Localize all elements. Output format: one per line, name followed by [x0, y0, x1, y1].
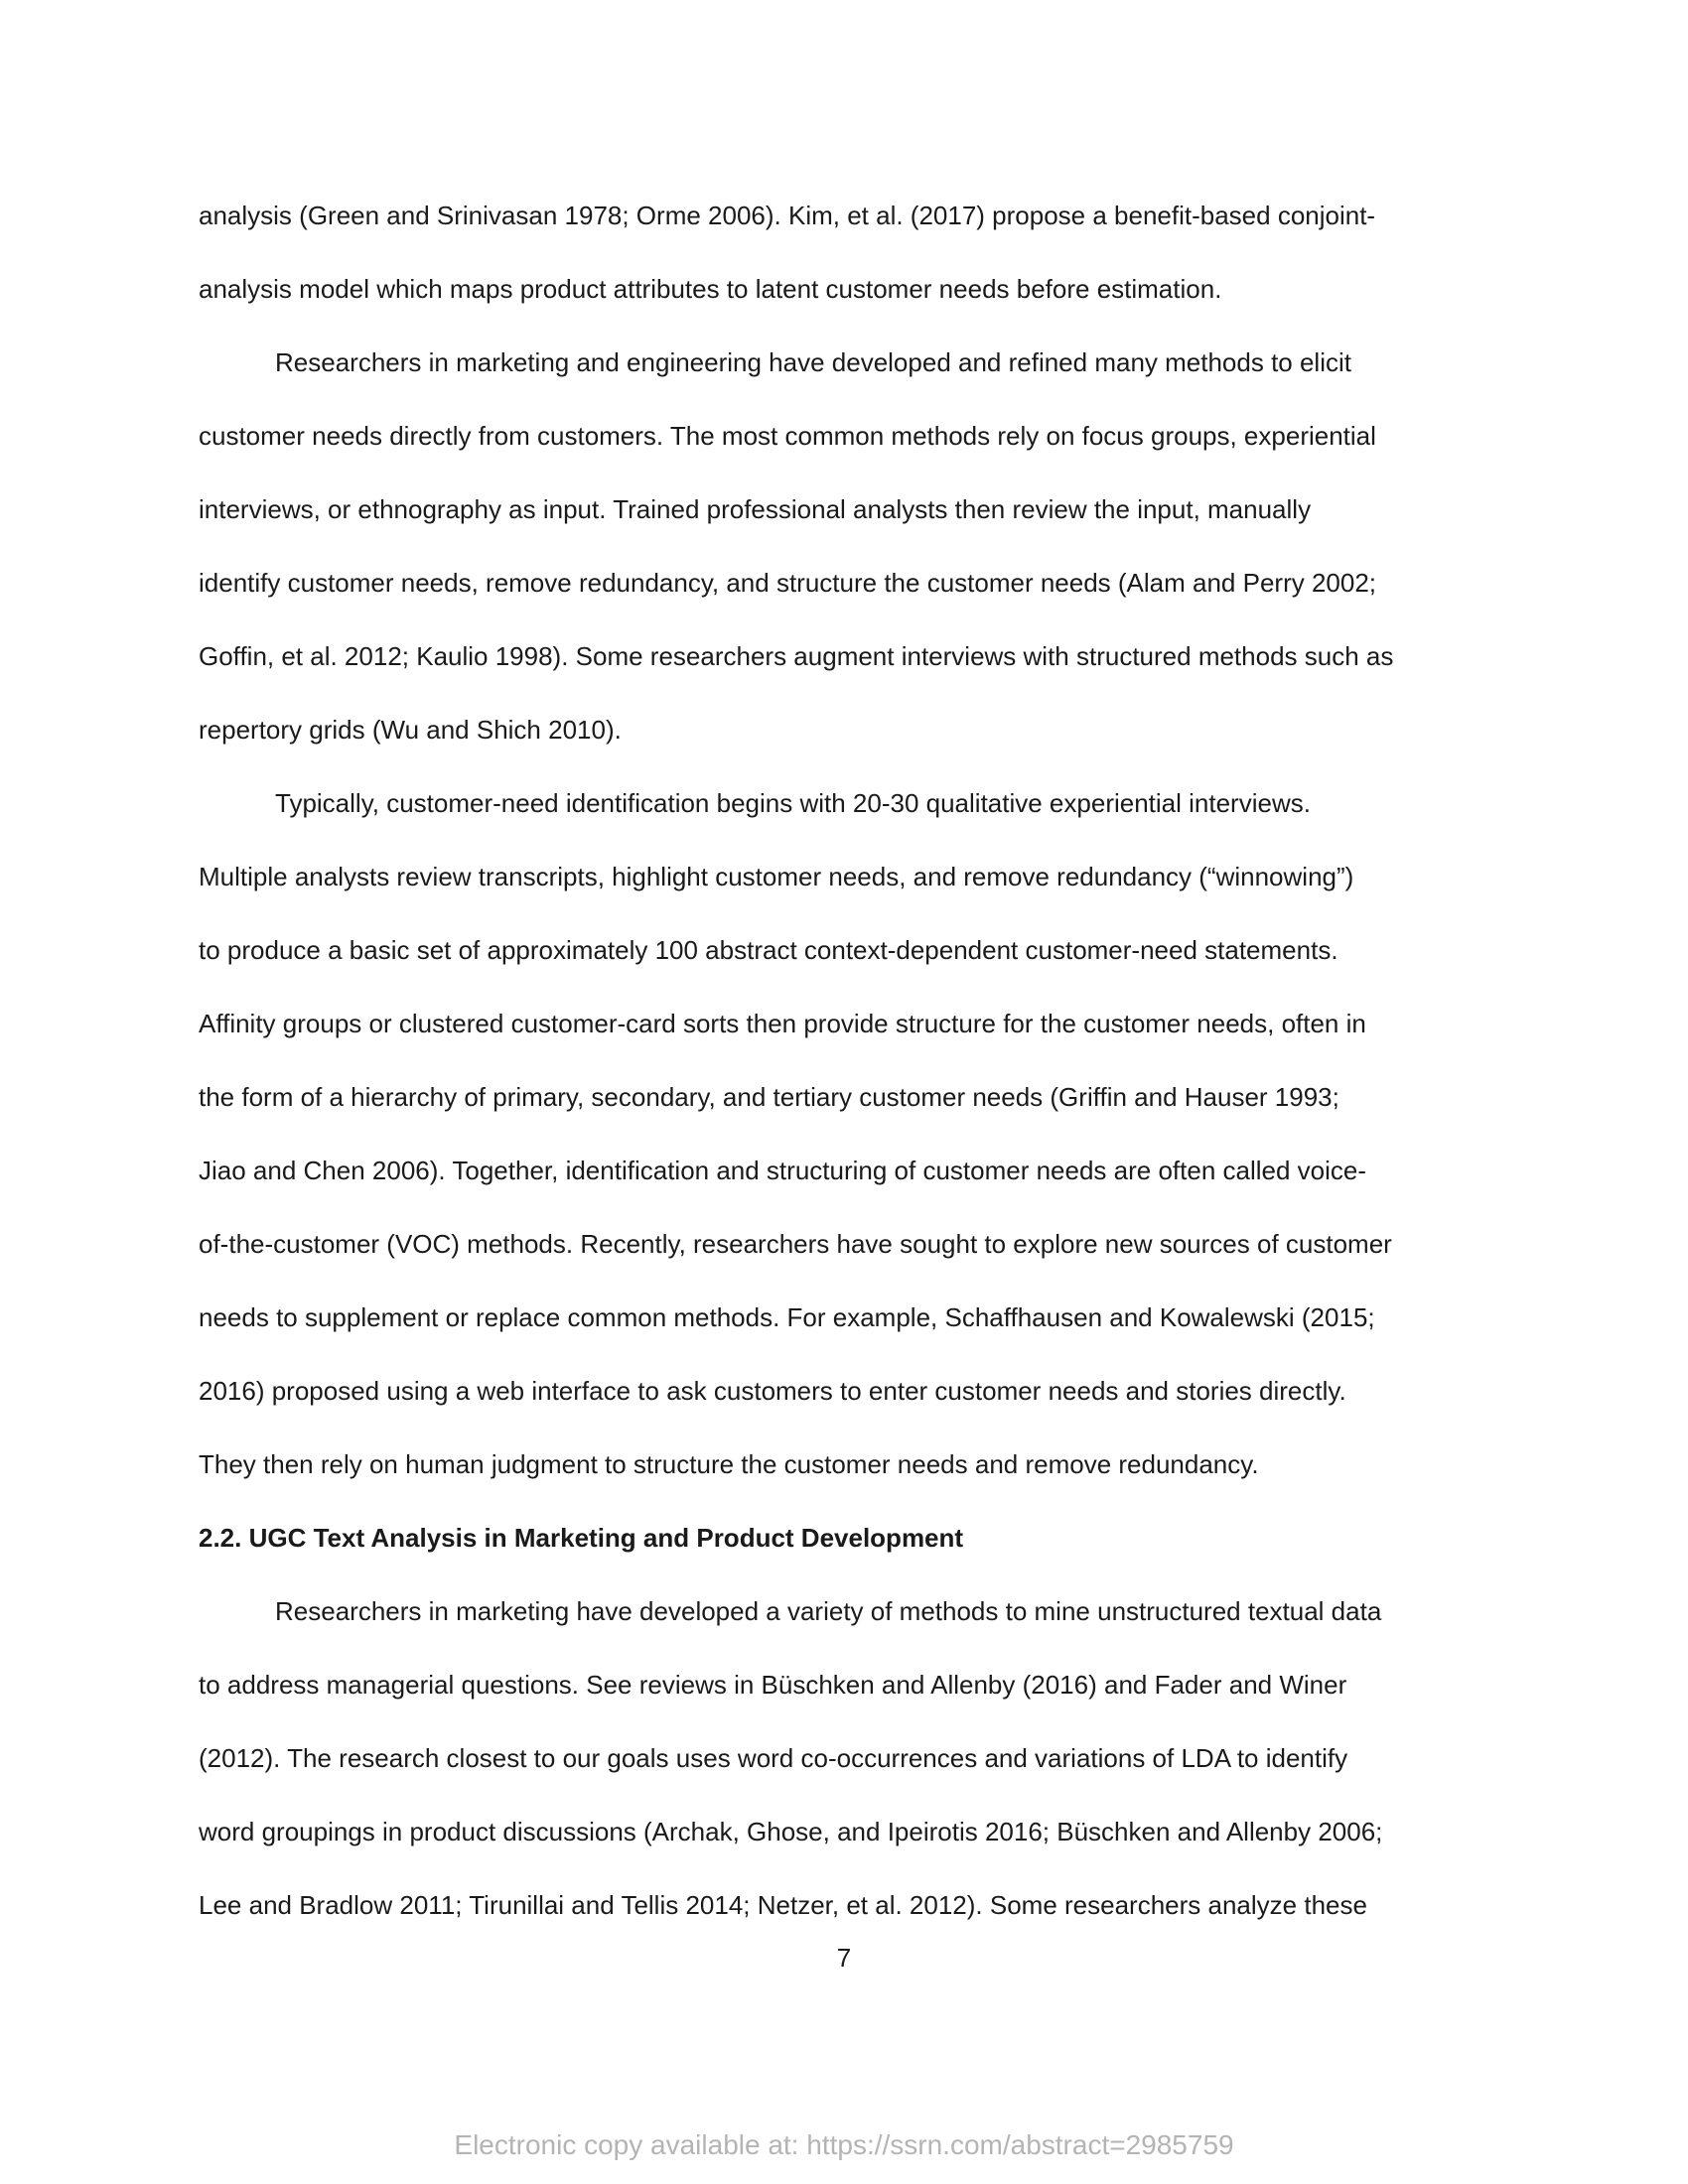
body-line: to address managerial questions. See reviews in Büschken and Allenby (2016) and Fader and Winer: [199, 1670, 1347, 1700]
body-line: 2016) proposed using a web interface to ask customers to enter customer needs and stories directly.: [199, 1376, 1346, 1406]
body-line: interviews, or ethnography as input. Trained professional analysts then review the input, manually: [199, 494, 1312, 524]
body-line: the form of a hierarchy of primary, secondary, and tertiary customer needs (Griffin and Hauser 1993;: [199, 1082, 1339, 1112]
paragraph-first-line: Typically, customer-need identification begins with 20-30 qualitative experiential interviews.: [275, 788, 1311, 818]
body-line: identify customer needs, remove redundancy, and structure the customer needs (Alam and Perry 2002;: [199, 568, 1377, 598]
body-line: of-the-customer (VOC) methods. Recently, researchers have sought to explore new sources of customer: [199, 1229, 1392, 1259]
paragraph-first-line: Researchers in marketing and engineering have developed and refined many methods to elicit: [275, 347, 1351, 377]
paragraph-first-line: Researchers in marketing have developed a variety of methods to mine unstructured textual data: [275, 1596, 1382, 1626]
body-line: Affinity groups or clustered customer-card sorts then provide structure for the customer needs, often in: [199, 1009, 1366, 1038]
body-line: word groupings in product discussions (Archak, Ghose, and Ipeirotis 2016; Büschken and Allenby 2006;: [199, 1817, 1383, 1846]
body-line: repertory grids (Wu and Shich 2010).: [199, 715, 622, 745]
body-line: analysis (Green and Srinivasan 1978; Orme 2006). Kim, et al. (2017) propose a benefit-based conjoint-: [199, 201, 1376, 230]
body-line: to produce a basic set of approximately 100 abstract context-dependent customer-need statements.: [199, 935, 1338, 965]
body-line: Jiao and Chen 2006). Together, identification and structuring of customer needs are often called voice-: [199, 1156, 1367, 1185]
body-line: Lee and Bradlow 2011; Tirunillai and Tellis 2014; Netzer, et al. 2012). Some researchers analyze these: [199, 1890, 1367, 1920]
body-line: needs to supplement or replace common methods. For example, Schaffhausen and Kowalewski (2015;: [199, 1302, 1375, 1332]
body-line: customer needs directly from customers. The most common methods rely on focus groups, experiential: [199, 421, 1376, 451]
page-number: 7: [836, 1943, 852, 1973]
body-line: (2012). The research closest to our goals uses word co-occurrences and variations of LDA to identify: [199, 1743, 1348, 1773]
section-heading: 2.2. UGC Text Analysis in Marketing and Product Development: [199, 1523, 964, 1553]
body-line: analysis model which maps product attributes to latent customer needs before estimation.: [199, 274, 1222, 304]
body-line: Multiple analysts review transcripts, highlight customer needs, and remove redundancy (“winnowing”): [199, 862, 1354, 891]
ssrn-footer: Electronic copy available at: https://ssrn.com/abstract=2985759: [454, 2129, 1234, 2160]
body-line: Goffin, et al. 2012; Kaulio 1998). Some researchers augment interviews with structured methods such as: [199, 641, 1394, 671]
body-line: They then rely on human judgment to structure the customer needs and remove redundancy.: [199, 1449, 1259, 1479]
